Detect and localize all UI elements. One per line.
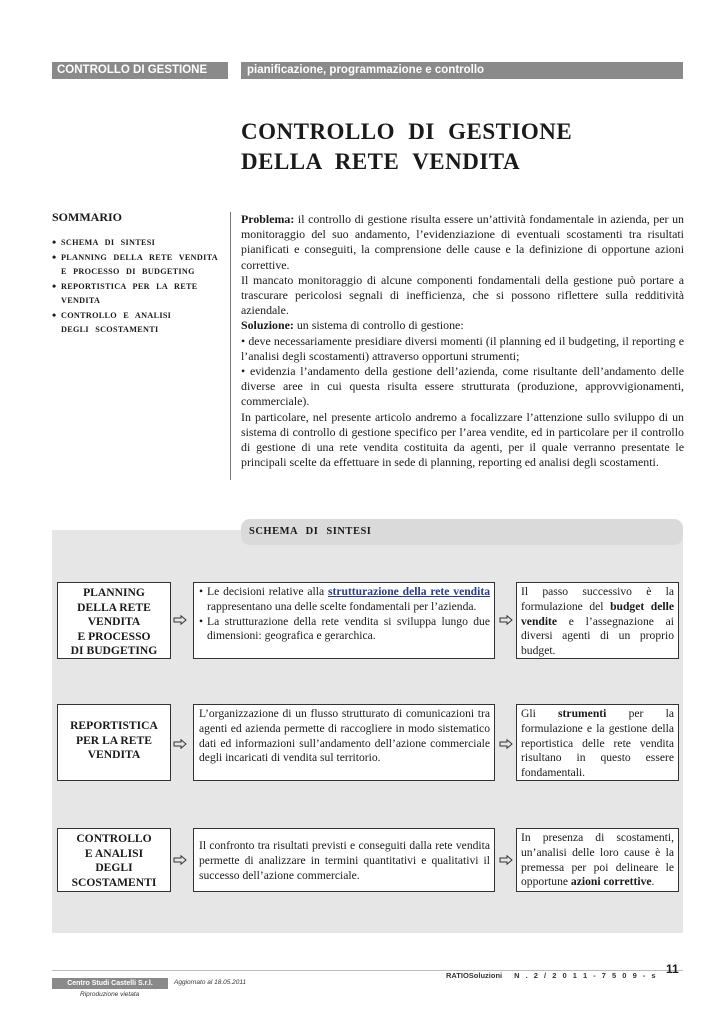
schema-row2-description: L’organizzazione di un flusso strutturato di comunicazioni tra agenti ed azienda permette di raccogliere in modo sistematico dati ed informazioni sull’andamento dell’azione commerciale degli incaricati di vendita sul territorio. <box>193 704 495 781</box>
schema-row2-label: REPORTISTICA PER LA RETE VENDITA <box>57 704 171 781</box>
schema-row1-label: PLANNING DELLA RETE VENDITA E PROCESSO DI BUDGETING <box>57 582 171 659</box>
sommario-item: • CONTROLLO E ANALISI DEGLI SCOSTAMENTI <box>52 309 222 338</box>
header-section-label: CONTROLLO DI GESTIONE <box>57 64 208 76</box>
arrow-right-icon <box>499 855 513 865</box>
sommario <box>52 210 222 338</box>
header-topic-label: pianificazione, programmazione e controllo <box>247 64 485 76</box>
journal-name: RATIOSoluzioni <box>446 971 503 980</box>
schema-heading-tab <box>241 519 683 545</box>
paragraph-final: In particolare, nel presente articolo andremo a focalizzare l’attenzione sullo sviluppo di un sistema di controllo di gestione specifico per l’area vendite, ed in particolare per il controllo di gestione di una rete vendita costituita da agenti, per il quale verranno presentate le principali scelte da effettuare in sede di planning, reporting ed analisi degli scostamenti. <box>241 409 684 470</box>
paragraph-2: Il mancato monitoraggio di alcune componenti fondamentali della gestione può portare a trascurare pericolosi segnali di inefficienza, che si possono riflettere sulla redditività aziendale. <box>241 272 684 318</box>
soluzione-label: Soluzione: <box>241 318 294 333</box>
schema-heading: SCHEMA DI SINTESI <box>249 526 372 537</box>
problema-paragraph <box>241 212 684 273</box>
arrow-right-icon <box>499 739 513 749</box>
strutturazione-link[interactable]: strutturazione della rete vendita <box>327 585 491 598</box>
sommario-item: • PLANNING DELLA RETE VENDITA E PROCESSO DI BUDGETING <box>52 251 222 280</box>
page-number: 11 <box>666 962 679 976</box>
column-divider <box>230 212 231 480</box>
soluzione-bullet-2: • evidenzia l’andamento della gestione dell’azienda, come risultante dell’andamento delle diverse aree in cui questa risulta essere strutturata (produzione, approvvigionamenti, commerciale). <box>241 364 684 409</box>
header-section-bar <box>52 62 228 79</box>
schema-row3-description: Il confronto tra risultati previsti e conseguiti dalla rete vendita permette di analizzare in termini quantitativi e qualitativi il successo dell’azione commerciale. <box>193 828 495 892</box>
soluzione-paragraph <box>241 318 684 333</box>
footer-journal <box>446 965 658 983</box>
header-topic-bar <box>241 62 683 79</box>
schema-row1-outcome: Il passo successivo è la formulazione del budget delle vendite e l’assegnazione ai diversi agenti di un proprio budget. <box>516 582 679 659</box>
sommario-heading: SOMMARIO <box>52 210 122 224</box>
problema-text: il controllo di gestione risulta essere un’attività fondamentale in azienda, per un monitoraggio del suo andamento, l’evidenziazione di eventuali scostamenti tra risultati pianificati e conseguiti, la comprensione delle cause e la definizione di opportune azioni correttive. <box>241 212 684 272</box>
arrow-right-icon <box>173 855 187 865</box>
footer-company-bar <box>52 978 168 989</box>
page-title-line1: CONTROLLO DI GESTIONE <box>241 119 573 144</box>
problema-label: Problema: <box>241 212 295 226</box>
arrow-right-icon <box>499 615 513 625</box>
soluzione-text: un sistema di controllo di gestione: <box>296 318 464 333</box>
journal-issue: N . 2 / 2 0 1 1 - 7 5 0 9 - s <box>514 971 658 980</box>
page-title-line2: DELLA RETE VENDITA <box>241 149 521 174</box>
arrow-right-icon <box>173 739 187 749</box>
schema-row2-outcome: Gli strumenti per la formulazione e la gestione della reportistica delle rete vendita risultano in questo essere fondamentali. <box>516 704 679 781</box>
soluzione-bullet-1: • deve necessariamente presidiare diversi momenti (il planning ed il budgeting, il reporting e l’analisi degli scostamenti) attraverso opportuni strumenti; <box>241 333 684 363</box>
arrow-right-icon <box>173 615 187 625</box>
schema-row3-outcome: In presenza di scostamenti, un’analisi delle loro cause è la premessa per poi delineare le opportune azioni correttive. <box>516 828 679 892</box>
schema-row1-bullet-1: • Le decisioni relative alla strutturazione della rete vendita rappresentano una delle scelte fondamentali per l’azienda. <box>199 585 490 615</box>
sommario-item: • REPORTISTICA PER LA RETE VENDITA <box>52 280 222 309</box>
schema-row1-bullet-2: • La strutturazione della rete vendita si sviluppa lungo due dimensioni: geografica e gerarchica. <box>199 615 490 645</box>
footer-rights: Riproduzione vietata <box>80 991 140 998</box>
footer-company: Centro Studi Castelli S.r.l. <box>67 980 153 987</box>
footer-updated: Aggiornato al 18.05.2011 <box>174 979 247 986</box>
schema-row1-description <box>193 582 495 659</box>
sommario-list <box>52 236 222 338</box>
article-intro <box>241 212 684 470</box>
page-title <box>241 117 691 177</box>
schema-row3-label: CONTROLLO E ANALISI DEGLI SCOSTAMENTI <box>57 828 171 892</box>
sommario-item: • SCHEMA DI SINTESI <box>52 236 222 251</box>
